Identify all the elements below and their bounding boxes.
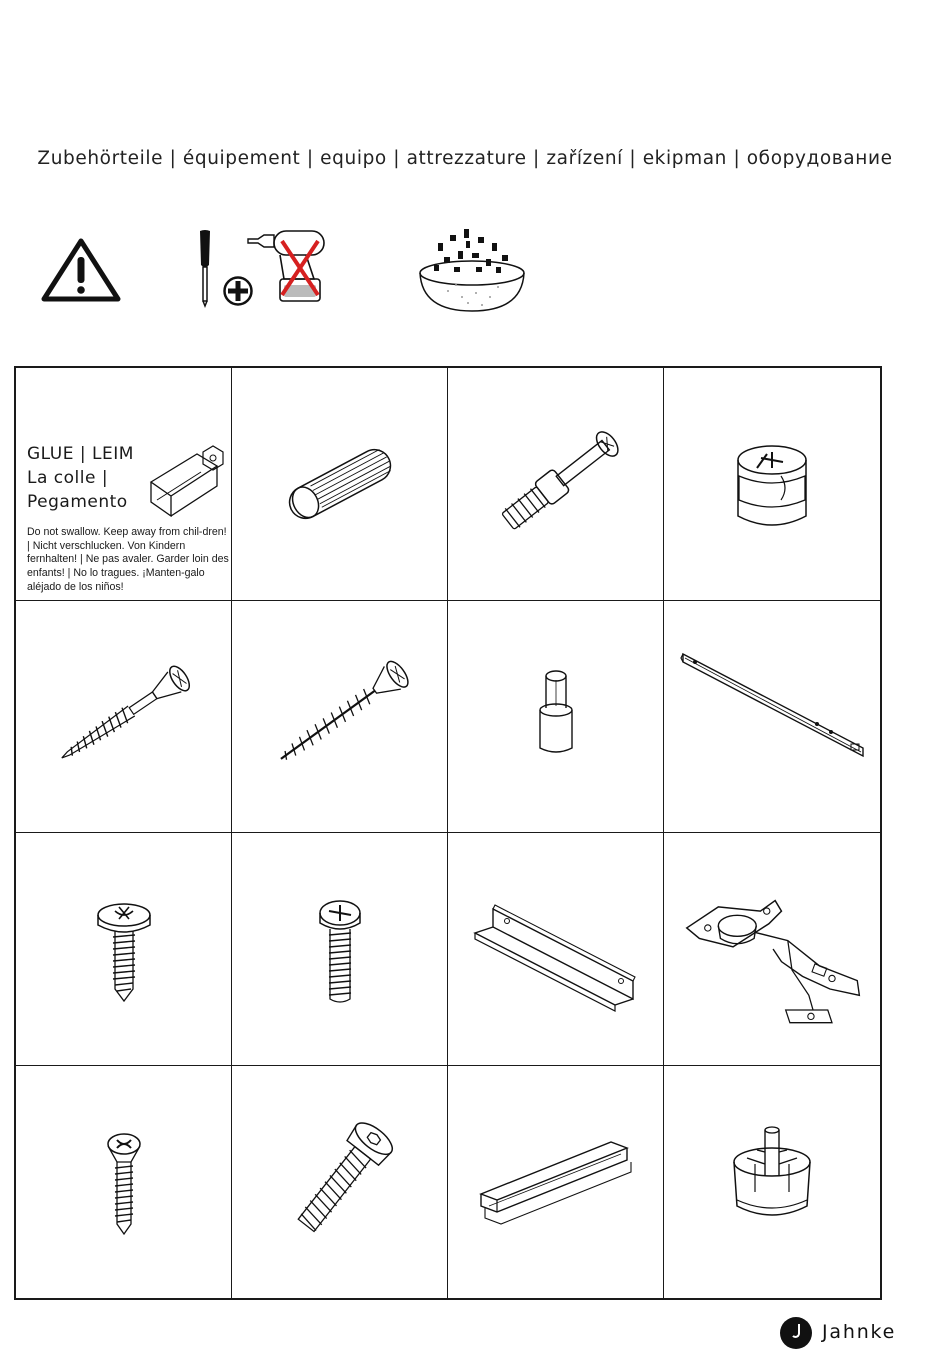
hex-socket-bolt-icon xyxy=(245,1102,435,1262)
wooden-dowel-icon xyxy=(245,404,435,564)
part-cell xyxy=(448,833,664,1066)
glue-cell xyxy=(16,368,232,601)
part-cell xyxy=(448,601,664,834)
cam-lock-icon xyxy=(677,404,867,564)
l-profile-bracket-icon xyxy=(461,869,651,1029)
glue-bottle-icon xyxy=(147,442,227,517)
pan-head-screw-icon xyxy=(29,869,219,1029)
part-cell xyxy=(16,601,232,834)
shelf-pin-icon xyxy=(461,636,651,796)
part-cell xyxy=(664,833,880,1066)
glue-warning-text: Do not swallow. Keep away from chil-dren! | Nicht verschlucken. Von Kindern fernhalten! | Ne pas avaler. Garder loin des enfants! | No lo tragues. ¡Manten-galo aléjado de los niños! xyxy=(27,526,229,593)
parts-grid xyxy=(14,366,882,1300)
metal-rail-icon xyxy=(672,636,872,796)
wood-screw-icon xyxy=(29,636,219,796)
part-cell xyxy=(16,833,232,1066)
furniture-foot-icon xyxy=(677,1102,867,1262)
cabinet-hinge-icon xyxy=(672,864,872,1034)
logo-mark-icon xyxy=(780,1317,812,1349)
logo-wordmark: Jahnke xyxy=(822,1321,897,1343)
screwdriver-icon xyxy=(194,229,216,309)
no-power-drill-icon xyxy=(244,227,330,309)
page-title: Zubehörteile | équipement | equipo | attrezzature | zařízení | ekipman | оборудование xyxy=(37,148,893,169)
cam-bolt-icon xyxy=(461,404,651,564)
part-cell xyxy=(664,601,880,834)
part-cell xyxy=(16,1066,232,1299)
brand-logo xyxy=(780,1317,920,1349)
glue-title: GLUE | LEIM La colle | Pegamento xyxy=(27,444,134,512)
warning-triangle-icon xyxy=(40,237,122,303)
part-cell xyxy=(232,1066,448,1299)
part-cell xyxy=(448,368,664,601)
part-cell xyxy=(232,368,448,601)
part-cell xyxy=(664,368,880,601)
part-cell xyxy=(664,1066,880,1299)
part-cell xyxy=(232,601,448,834)
chipboard-screw-icon xyxy=(245,636,435,796)
part-cell xyxy=(448,1066,664,1299)
tools-icon-row xyxy=(0,215,950,325)
countersunk-screw-icon xyxy=(29,1102,219,1262)
bowl-of-parts-icon xyxy=(418,221,526,313)
flat-connector-icon xyxy=(461,1102,651,1262)
part-cell xyxy=(232,833,448,1066)
round-head-screw-icon xyxy=(245,869,435,1029)
